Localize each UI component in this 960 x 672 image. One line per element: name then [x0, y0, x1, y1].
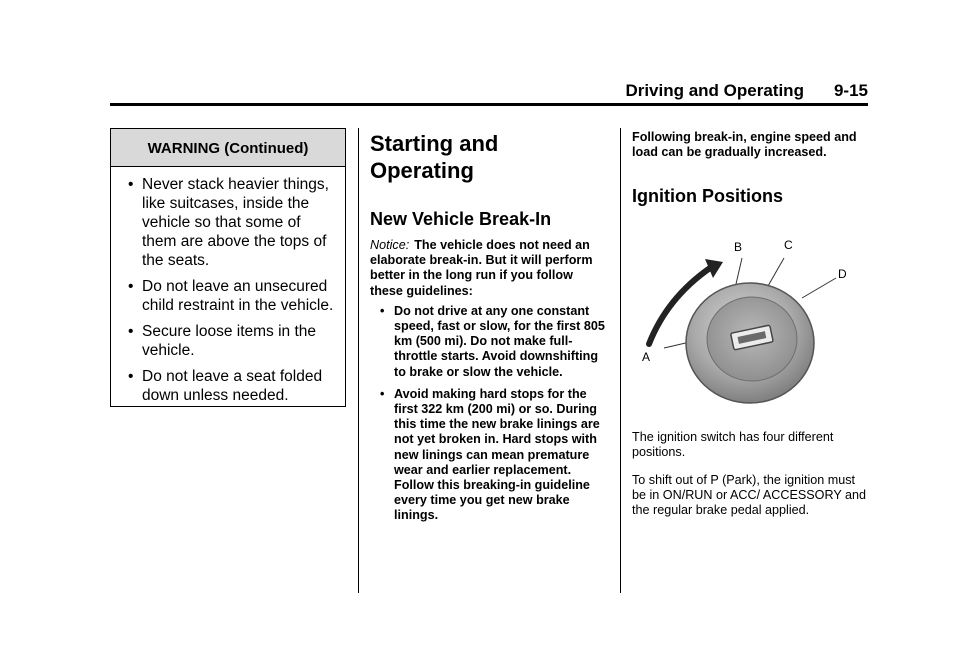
- ignition-heading: Ignition Positions: [632, 186, 783, 207]
- header-rule: [110, 103, 868, 106]
- section-heading: Starting and Operating: [370, 131, 499, 183]
- section-title: Driving and Operating: [625, 81, 804, 100]
- label-c: C: [784, 238, 793, 252]
- break-in-followup: Following break-in, engine speed and load can be gradually increased.: [632, 130, 857, 160]
- label-d: D: [838, 267, 847, 281]
- warning-title: WARNING (Continued): [111, 129, 345, 167]
- page-number: 9-15: [833, 81, 868, 100]
- subsection-heading: New Vehicle Break-In: [370, 209, 552, 229]
- warning-item-text: Never stack heavier things, like suitcases, inside the vehicle so that some of them are above the tops of the seats.: [142, 176, 329, 269]
- warning-box: [110, 128, 346, 407]
- break-in-item: [380, 386, 608, 524]
- ignition-paragraph-2: To shift out of P (Park), the ignition must be in ON/RUN or ACC/ ACCESSORY and the regular brake pedal applied.: [632, 473, 867, 518]
- ignition-switch-figure: [632, 226, 868, 424]
- warning-item-text: Do not leave an unsecured child restraint in the vehicle.: [142, 278, 334, 314]
- middle-column: [370, 130, 608, 531]
- bullet-icon: •: [380, 386, 385, 401]
- column-divider-right: [620, 128, 621, 593]
- break-in-item-text: Do not drive at any one constant speed, fast or slow, for the first 805 km (500 mi). Do not make full-throttle starts. Avoid downshifting to brake or slow the vehicle.: [394, 303, 605, 379]
- bullet-icon: •: [128, 278, 134, 295]
- bullet-icon: •: [128, 176, 134, 193]
- warning-list: [111, 167, 345, 405]
- warning-item: [125, 277, 335, 315]
- warning-item: [125, 367, 335, 405]
- position-tick-d: [802, 278, 836, 298]
- warning-item-text: Secure loose items in the vehicle.: [142, 323, 317, 359]
- position-tick-c: [768, 258, 784, 286]
- column-divider-left: [358, 128, 359, 593]
- notice-text: The vehicle does not need an elaborate break-in. But it will perform better in the long run if you follow these guidelines:: [370, 238, 593, 298]
- position-tick-b: [736, 258, 742, 284]
- page-header: [110, 80, 868, 102]
- notice-label: Notice:: [370, 238, 410, 252]
- notice-paragraph: [370, 238, 608, 299]
- label-a: A: [642, 350, 651, 364]
- label-b: B: [734, 240, 743, 254]
- warning-item-text: Do not leave a seat folded down unless needed.: [142, 368, 323, 404]
- ignition-paragraph-1: The ignition switch has four different positions.: [632, 430, 834, 460]
- break-in-list: [370, 304, 608, 524]
- warning-item: [125, 322, 335, 360]
- warning-item: [125, 175, 335, 270]
- bullet-icon: •: [128, 323, 134, 340]
- break-in-item-text: Avoid making hard stops for the first 322 km (200 mi) or so. During this time the new brake linings are not yet broken in. Hard stops with new linings can mean premature wear and earlier replacement. Follow this breaking-in guideline every time you get new brake linings.: [394, 386, 600, 523]
- bullet-icon: •: [380, 303, 385, 318]
- right-column: [632, 130, 870, 207]
- break-in-item: [380, 303, 608, 380]
- bullet-icon: •: [128, 368, 134, 385]
